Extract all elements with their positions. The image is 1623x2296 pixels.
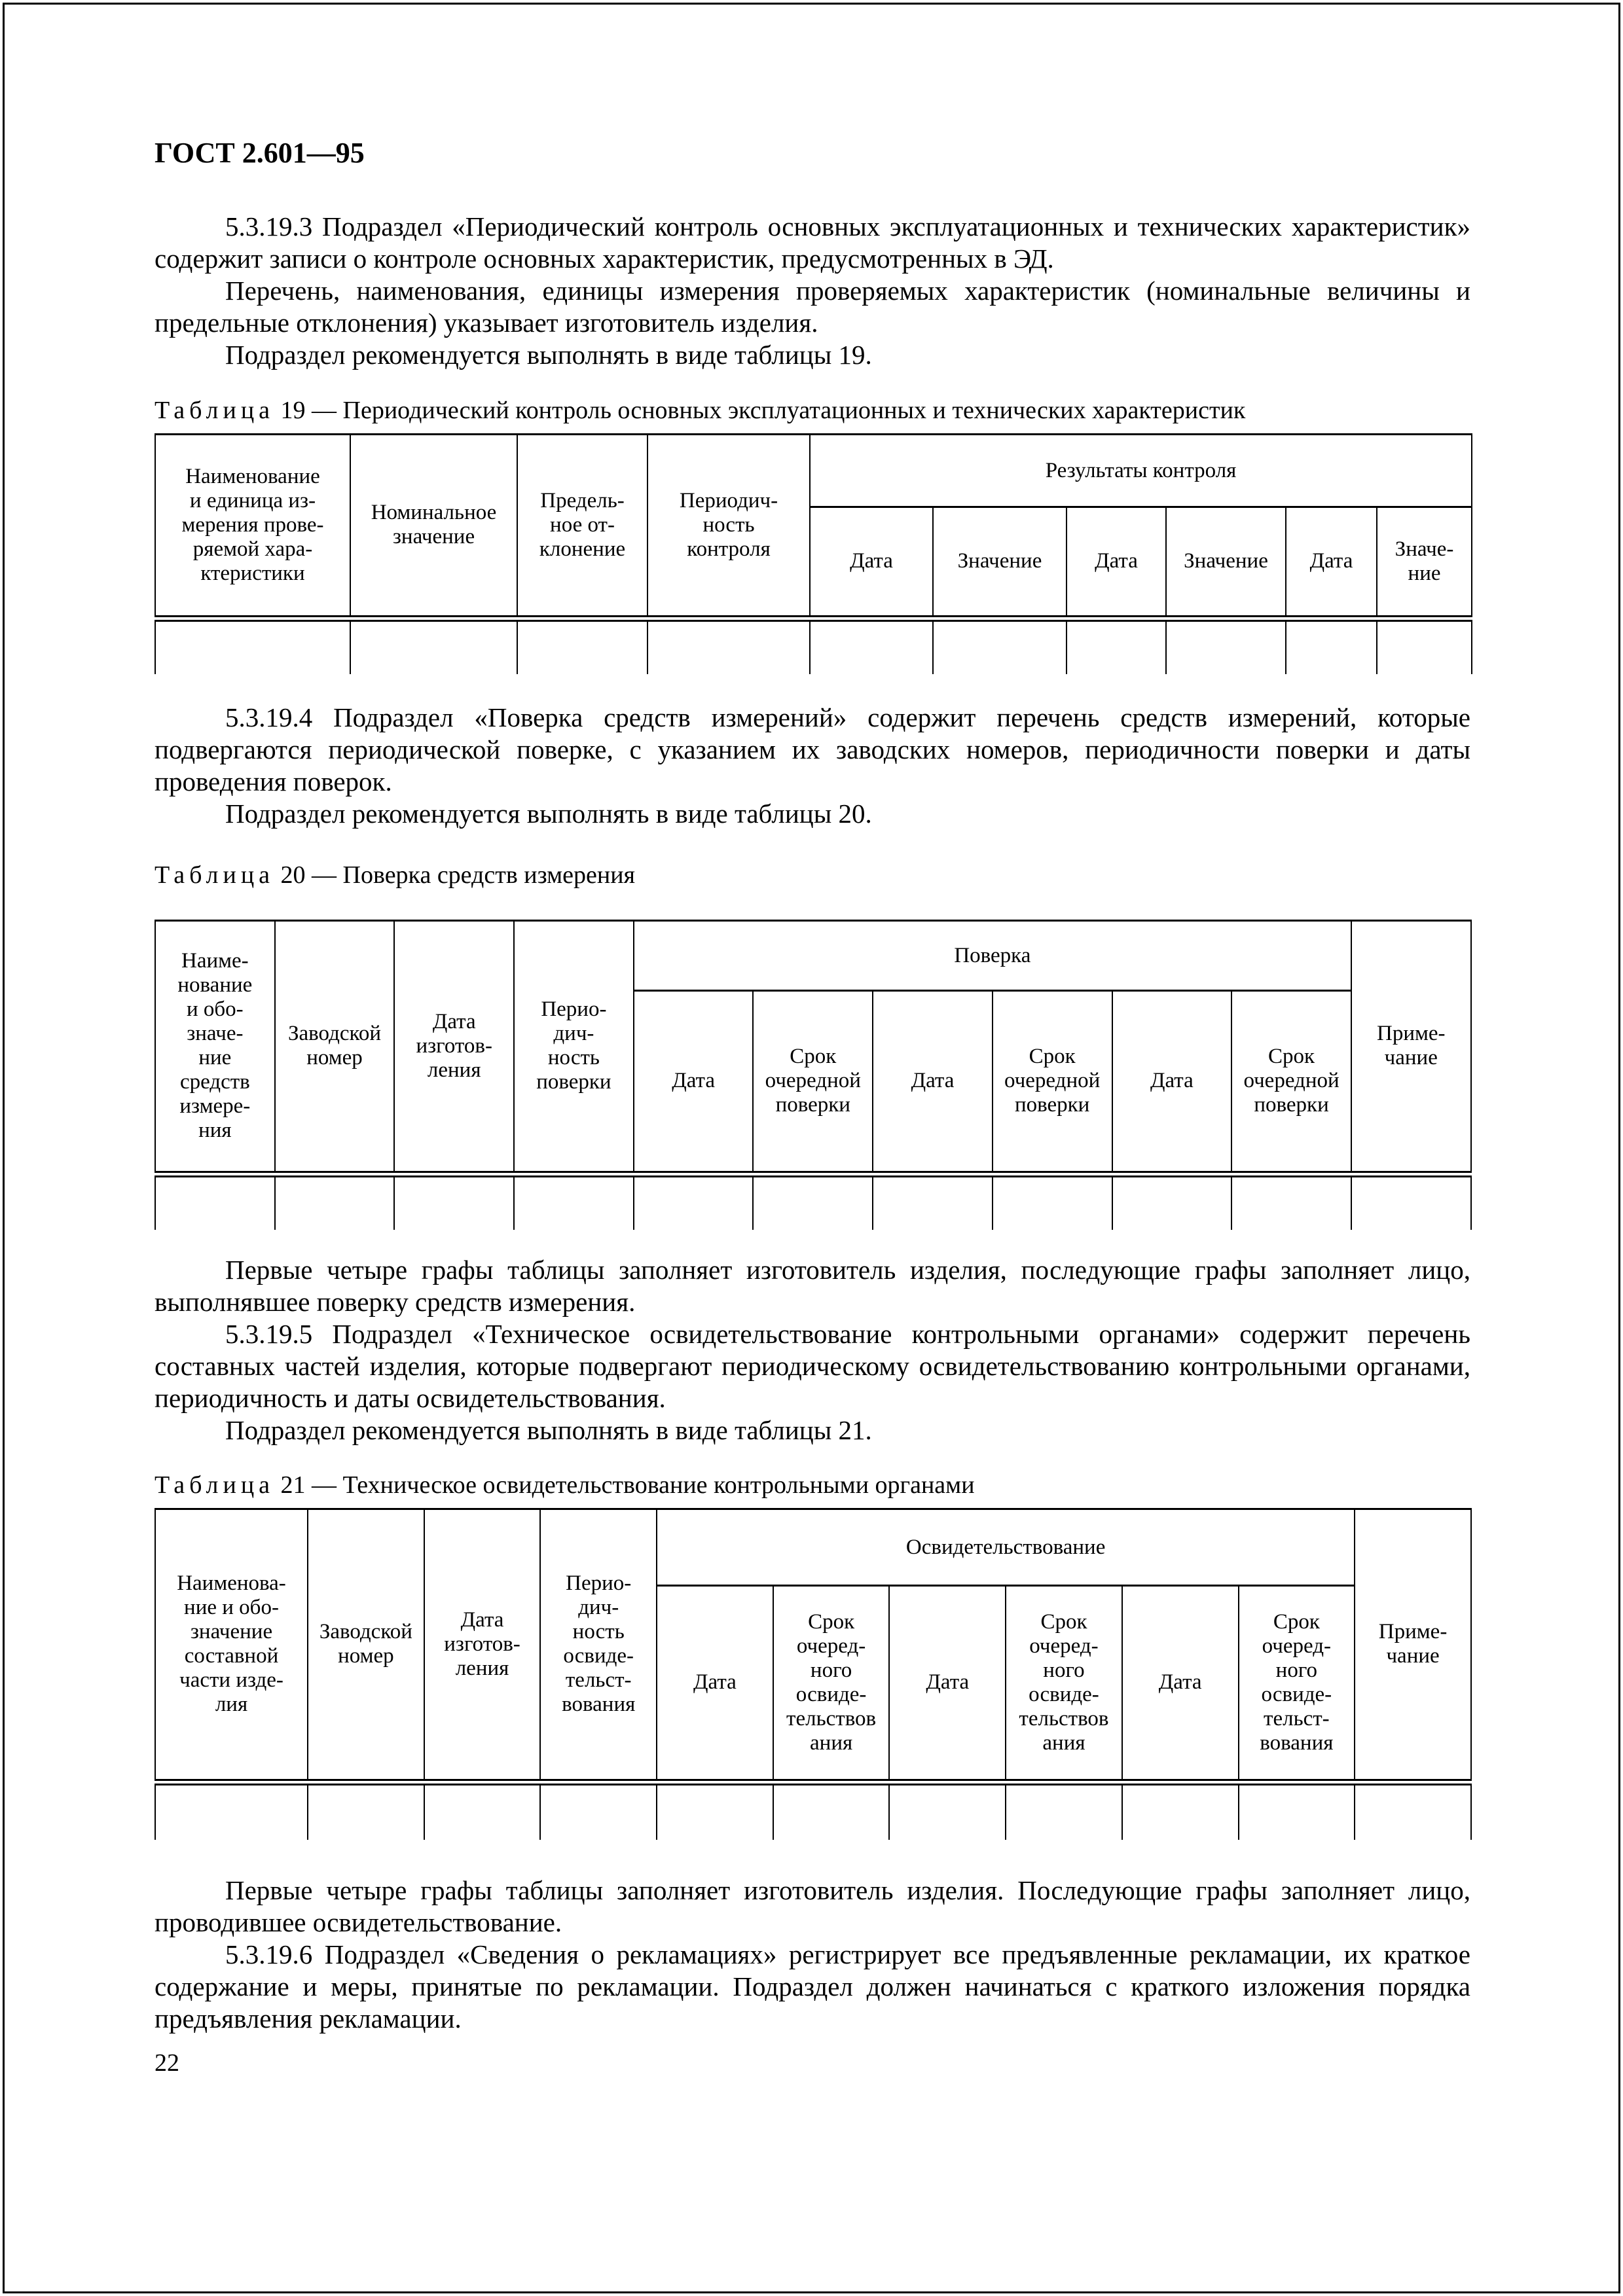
- col-header: Предель- ное от- клонение: [517, 435, 647, 619]
- group-header: Освидетельствование: [657, 1509, 1355, 1586]
- col-header: Наиме- нование и обо- значе- ние средств измере- ния: [155, 921, 275, 1174]
- paragraph: Первые четыре графы таблицы заполняет изготовитель изделия, последующие графы заполняет лицо, выполнявшее поверку средств измерения.: [155, 1255, 1470, 1317]
- table-21: [155, 1508, 1470, 1840]
- sub-header: Дата: [810, 507, 933, 619]
- paragraph: 5.3.19.5 Подраздел «Техническое освидетельствование контрольными органами» содержит перечень составных частей изделия, которые подвергают периодическому освидетельствованию контрольными органами, периодичность и даты освидетельствования.: [155, 1319, 1470, 1413]
- sub-header: Дата: [634, 991, 754, 1174]
- sub-header: Значе- ние: [1377, 507, 1472, 619]
- section-5-3-19-6: [155, 1874, 1470, 2035]
- sub-header: Значение: [1166, 507, 1286, 619]
- col-header: Периодич- ность контроля: [647, 435, 810, 619]
- sub-header: Срок очеред- ного освиде- тельствов ания: [1006, 1586, 1122, 1782]
- group-header: Поверка: [634, 921, 1351, 991]
- col-header: Заводской номер: [275, 921, 395, 1174]
- caption-text: 21 — Техническое освидетельствование контрольными органами: [274, 1471, 975, 1499]
- col-header: Приме- чание: [1351, 921, 1471, 1174]
- sub-header: Срок очеред- ного освиде- тельст- вования: [1239, 1586, 1355, 1782]
- section-5-3-19-4: [155, 702, 1470, 830]
- table-row: [155, 1782, 1471, 1840]
- paragraph: 5.3.19.6 Подраздел «Сведения о рекламациях» регистрирует все предъявленные рекламации, их краткое содержание и меры, принятые по рекламации. Подраздел должен начинаться с краткого изложения порядка предъявления рекламации.: [155, 1939, 1470, 2034]
- paragraph: 5.3.19.4 Подраздел «Поверка средств измерений» содержит перечень средств измерений, которые подвергаются периодической поверке, с указанием их заводских номеров, периодичности поверки и даты проведения поверок.: [155, 702, 1470, 797]
- caption-label: Таблица: [155, 397, 275, 424]
- sub-header: Срок очеред- ного освиде- тельствов ания: [773, 1586, 890, 1782]
- table-20-caption: [155, 860, 1470, 890]
- group-header: Результаты контроля: [810, 435, 1472, 507]
- col-header: Дата изготов- ления: [394, 921, 514, 1174]
- section-5-3-19-5: [155, 1254, 1470, 1446]
- paragraph: Подраздел рекомендуется выполнять в виде таблицы 19.: [225, 340, 872, 370]
- sub-header: Дата: [657, 1586, 773, 1782]
- col-header: Заводской номер: [308, 1509, 424, 1782]
- col-header: Наименование и единица из- мерения прове- ряемой хара- ктеристики: [155, 435, 350, 619]
- sub-header: Дата: [1067, 507, 1166, 619]
- caption-label: Таблица: [155, 861, 275, 889]
- paragraph: Первые четыре графы таблицы заполняет изготовитель изделия. Последующие графы заполняет лицо, проводившее освидетельствование.: [155, 1875, 1470, 1937]
- caption-text: 19 — Периодический контроль основных эксплуатационных и технических характеристик: [274, 397, 1246, 424]
- sub-header: Срок очередной поверки: [993, 991, 1112, 1174]
- col-header: Перио- дич- ность освиде- тельст- вования: [540, 1509, 657, 1782]
- document-header: ГОСТ 2.601—95: [155, 137, 365, 169]
- table-19-caption: [155, 395, 1470, 425]
- paragraph: Перечень, наименования, единицы измерения проверяемых характеристик (номинальные величины и предельные отклонения) указывает изготовитель изделия.: [155, 276, 1470, 338]
- table-row: [155, 1174, 1471, 1230]
- col-header: Приме- чание: [1355, 1509, 1471, 1782]
- table-21-caption: [155, 1470, 1470, 1500]
- caption-text: 20 — Поверка средств измерения: [274, 861, 636, 889]
- sub-header: Дата: [1122, 1586, 1239, 1782]
- section-5-3-19-3: [155, 211, 1470, 371]
- col-header: Наименова- ние и обо- значение составной части изде- лия: [155, 1509, 308, 1782]
- sub-header: Срок очередной поверки: [753, 991, 873, 1174]
- col-header: Номинальное значение: [350, 435, 517, 619]
- paragraph: Подраздел рекомендуется выполнять в виде таблицы 21.: [225, 1415, 872, 1445]
- table-19: [155, 433, 1470, 674]
- sub-header: Срок очередной поверки: [1231, 991, 1351, 1174]
- sub-header: Дата: [1112, 991, 1232, 1174]
- sub-header: Значение: [933, 507, 1067, 619]
- caption-label: Таблица: [155, 1471, 275, 1499]
- sub-header: Дата: [1286, 507, 1377, 619]
- table-20: [155, 920, 1470, 1230]
- paragraph: Подраздел рекомендуется выполнять в виде таблицы 20.: [225, 798, 872, 829]
- sub-header: Дата: [889, 1586, 1006, 1782]
- table-row: [155, 619, 1472, 674]
- col-header: Перио- дич- ность поверки: [514, 921, 634, 1174]
- col-header: Дата изготов- ления: [424, 1509, 541, 1782]
- page-number: 22: [155, 2049, 179, 2077]
- sub-header: Дата: [873, 991, 993, 1174]
- paragraph: 5.3.19.3 Подраздел «Периодический контроль основных эксплуатационных и технических характеристик» содержит записи о контроле основных характеристик, предусмотренных в ЭД.: [155, 211, 1470, 274]
